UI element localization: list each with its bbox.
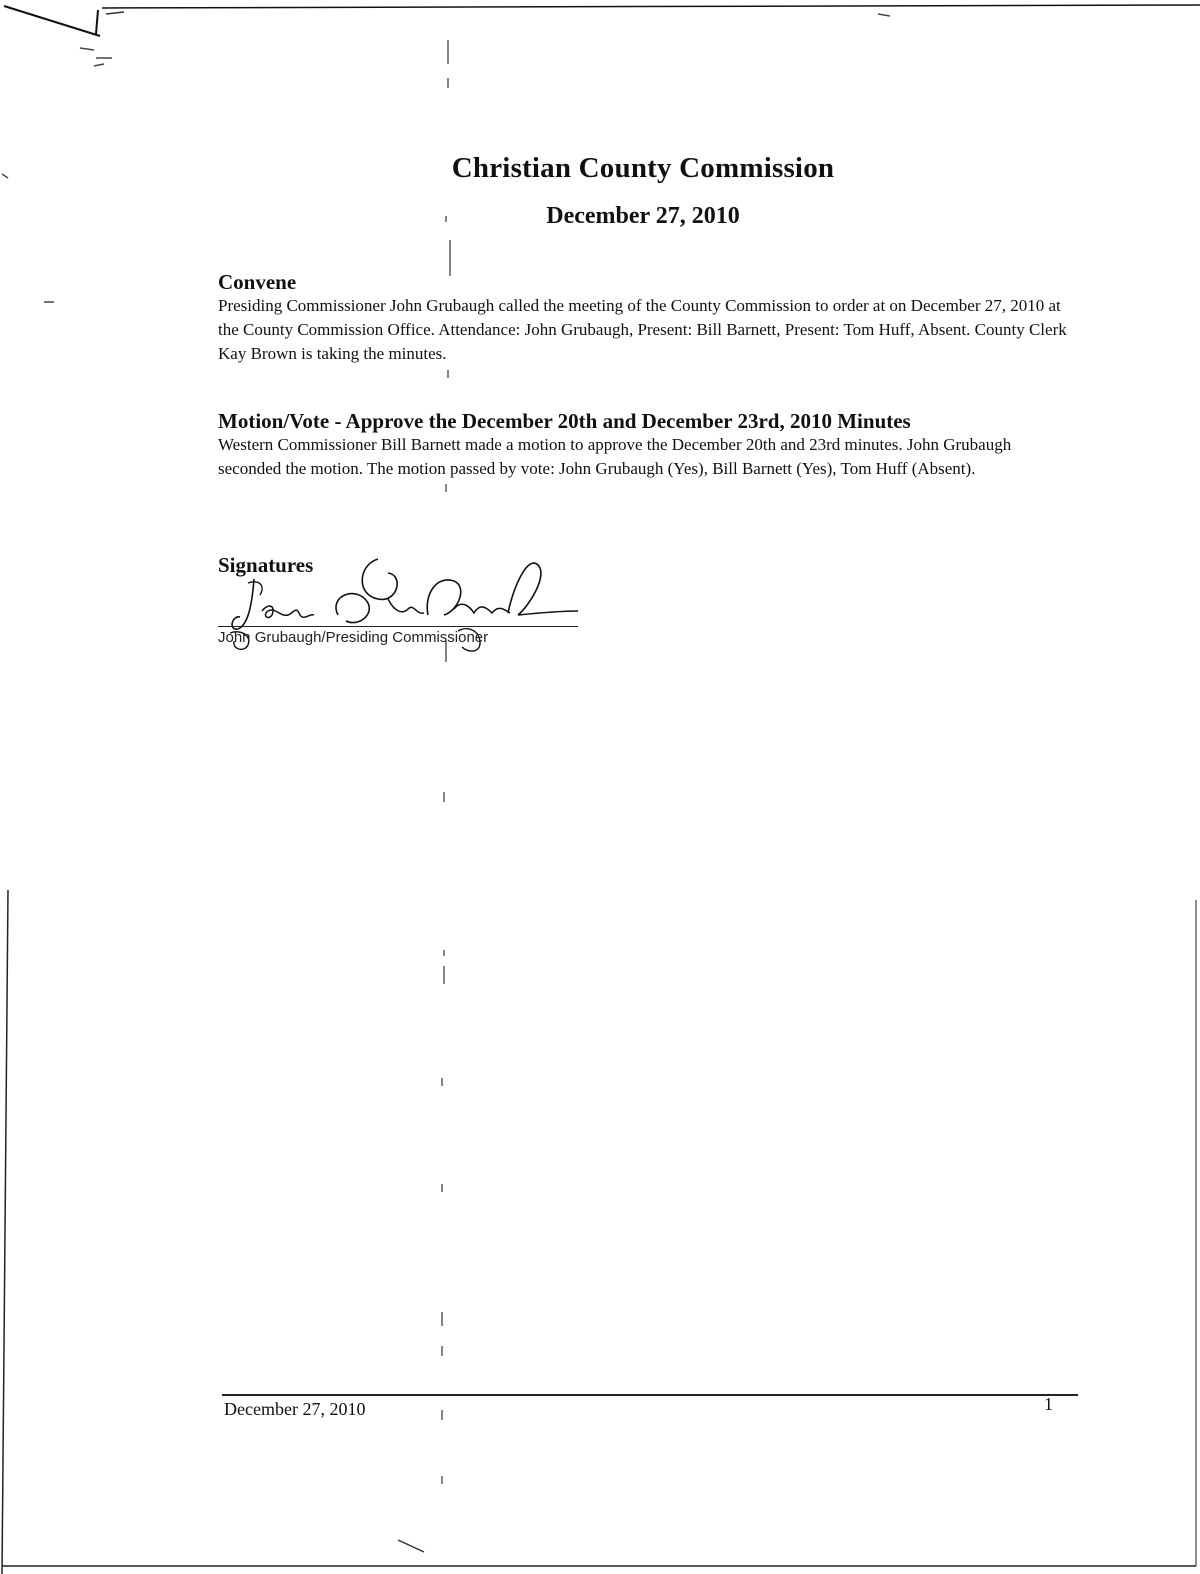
footer-date: December 27, 2010 — [224, 1399, 366, 1419]
document-date: December 27, 2010 — [546, 203, 740, 229]
signatures-section — [218, 553, 1068, 647]
motion-body: Western Commissioner Bill Barnett made a motion to approve the December 20th and 23rd minutes. John Grubaugh seconded the motion. The motion passed by vote: John Grubaugh (Yes), Bill Barnett (Yes), Tom Huff (Absent). — [218, 435, 1012, 478]
convene-heading: Convene — [218, 270, 297, 294]
footer-rule — [222, 1394, 1078, 1396]
motion-heading: Motion/Vote - Approve the December 20th and December 23rd, 2010 Minutes — [218, 409, 911, 433]
signatures-heading: Signatures — [218, 553, 314, 577]
signer-caption: John Grubaugh/Presiding Commissioner — [218, 629, 489, 646]
motion-section — [218, 409, 1068, 481]
document-title: Christian County Commission — [451, 152, 835, 184]
signature-block — [218, 577, 598, 647]
convene-body: Presiding Commissioner John Grubaugh called the meeting of the County Commission to order at on December 27, 2010 at the County Commission Office. Attendance: John Grubaugh, Present: Bill Barnett, Present: Tom Huff, Absent. County Clerk Kay Brown is taking the minutes. — [218, 296, 1067, 363]
signature-line — [218, 626, 578, 627]
convene-section — [218, 270, 1068, 366]
page-number: 1 — [1044, 1394, 1053, 1414]
